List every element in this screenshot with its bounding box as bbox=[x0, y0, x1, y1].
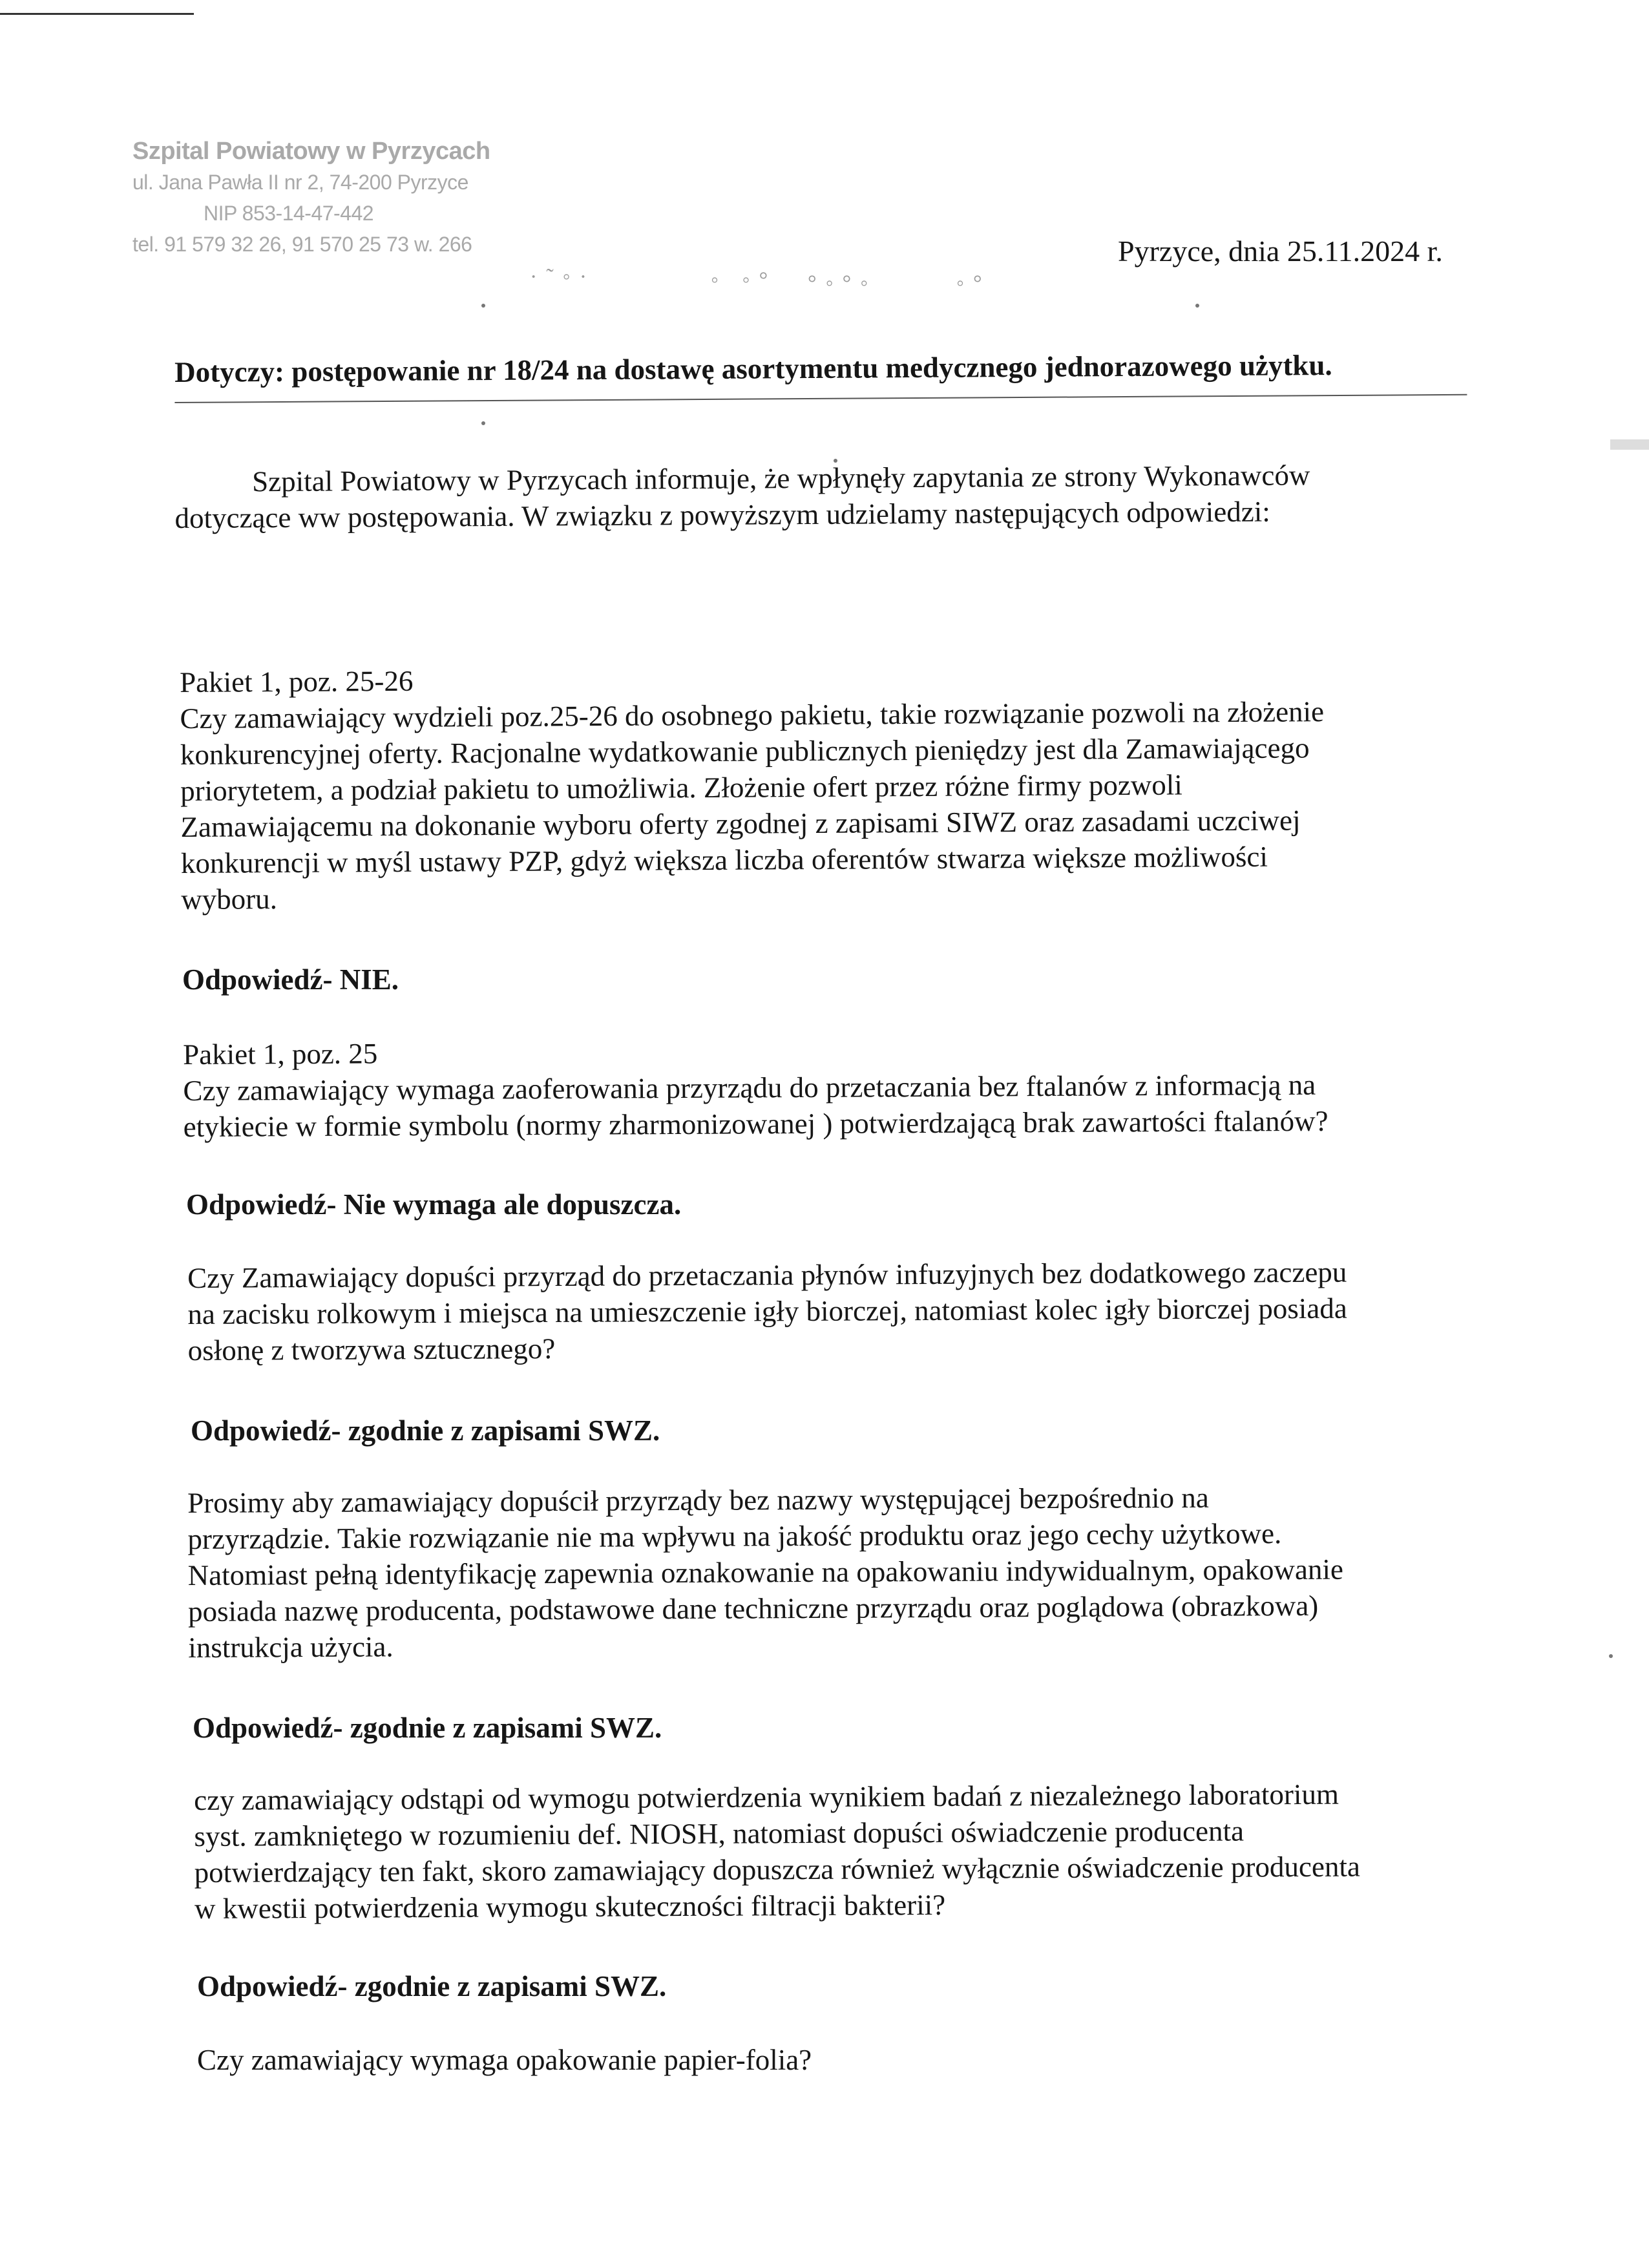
subject-line: Dotyczy: postępowanie nr 18/24 na dostawę asortymentu medycznego jednorazowego użytku. bbox=[174, 348, 1467, 403]
answer-2: Odpowiedź- Nie wymaga ale dopuszcza. bbox=[186, 1188, 682, 1221]
question-line: konkurencji w myśl ustawy PZP, gdyż większa liczba oferentów stwarza większe możliwości bbox=[180, 840, 1268, 879]
question-6 bbox=[197, 2042, 1586, 2078]
question-line: Czy Zamawiający dopuści przyrząd do przetaczania płynów infuzyjnych bez dodatkowego zaczepu bbox=[187, 1255, 1347, 1294]
question-line: Zamawiającemu na dokonanie wyboru oferty zgodnej z zapisami SIWZ oraz zasadami uczciwej bbox=[180, 804, 1301, 843]
scan-dot bbox=[481, 421, 485, 425]
scan-smudge: ◦° bbox=[956, 271, 991, 295]
question-line: na zacisku rolkowym i miejsca na umieszczenie igły biorczej, natomiast kolec igły biorczej posiada bbox=[187, 1292, 1347, 1330]
question-line: czy zamawiający odstąpi od wymogu potwierdzenia wynikiem badań z niezależnego laboratorium bbox=[194, 1778, 1339, 1816]
stamp-line-address: ul. Jana Pawła II nr 2, 74-200 Pyrzyce bbox=[132, 171, 468, 194]
question-5 bbox=[194, 1775, 1584, 1927]
question-4 bbox=[187, 1478, 1577, 1666]
question-line: w kwestii potwierdzenia wymogu skuteczności filtracji bakterii? bbox=[194, 1888, 946, 1925]
question-line: Czy zamawiający wymaga opakowanie papier-folia? bbox=[197, 2044, 812, 2076]
stamp-line-phone: tel. 91 579 32 26, 91 570 25 73 w. 266 bbox=[132, 233, 472, 256]
question-line: Pakiet 1, poz. 25-26 bbox=[180, 664, 414, 698]
answer-1: Odpowiedź- NIE. bbox=[182, 963, 399, 996]
scan-smudge: ◦ ◦° bbox=[711, 268, 777, 292]
question-line: wyboru. bbox=[181, 883, 278, 916]
scan-edge-mark bbox=[1610, 439, 1649, 450]
question-2 bbox=[183, 1029, 1573, 1145]
answer-3: Odpowiedź- zgodnie z zapisami SWZ. bbox=[191, 1414, 660, 1447]
scan-smudge: °◦°◦ bbox=[808, 271, 877, 295]
answer-4: Odpowiedź- zgodnie z zapisami SWZ. bbox=[193, 1712, 662, 1744]
question-line: Czy zamawiający wydzieli poz.25-26 do osobnego pakietu, takie rozwiązanie pozwoli na złożenie bbox=[180, 695, 1325, 735]
intro-paragraph bbox=[174, 456, 1532, 536]
scan-dot bbox=[1609, 1654, 1613, 1658]
question-line: Natomiast pełną identyfikację zapewnia oznakowanie na opakowaniu indywidualnym, opakowanie bbox=[187, 1553, 1344, 1591]
intro-line: dotyczące ww postępowania. W związku z powyższym udzielamy następujących odpowiedzi: bbox=[174, 495, 1270, 534]
scan-dot bbox=[481, 304, 485, 308]
hospital-stamp bbox=[132, 136, 494, 260]
intro-line: Szpital Powiatowy w Pyrzycach informuje, że wpłynęły zapytania ze strony Wykonawców bbox=[252, 459, 1310, 498]
question-line: syst. zamkniętego w rozumieniu def. NIOSH, natomiast dopuści oświadczenie producenta bbox=[194, 1814, 1245, 1853]
question-line: priorytetem, a podział pakietu to umożliwia. Złożenie ofert przez różne firmy pozwoli bbox=[180, 768, 1182, 807]
question-line: konkurencyjnej oferty. Racjonalne wydatkowanie publicznych pieniędzy jest dla Zamawiającego bbox=[180, 731, 1310, 771]
question-line: przyrządzie. Takie rozwiązanie nie ma wpływu na jakość produktu oraz jego cechy użytkowe. bbox=[187, 1517, 1282, 1555]
answer-5: Odpowiedź- zgodnie z zapisami SWZ. bbox=[197, 1970, 667, 2002]
question-line: Czy zamawiający wymaga zaoferowania przyrządu do przetaczania bez ftalanów z informacją na bbox=[183, 1068, 1316, 1107]
question-line: osłonę z tworzywa sztucznego? bbox=[187, 1332, 556, 1367]
scan-smudge: ·˜◦· bbox=[530, 265, 596, 289]
question-line: posiada nazwę producenta, podstawowe dane techniczne przyrządu oraz poglądowa (obrazkowa) bbox=[187, 1589, 1319, 1628]
stamp-line-nip: NIP 853-14-47-442 bbox=[204, 202, 374, 225]
question-3 bbox=[187, 1253, 1577, 1369]
question-line: etykiecie w formie symbolu (normy zharmonizowanej ) potwierdzającą brak zawartości ftalanów? bbox=[183, 1104, 1329, 1143]
document-date: Pyrzyce, dnia 25.11.2024 r. bbox=[1118, 235, 1443, 268]
question-line: instrukcja użycia. bbox=[188, 1630, 394, 1664]
scan-top-rule bbox=[0, 13, 194, 15]
question-line: potwierdzający ten fakt, skoro zamawiający dopuszcza również wyłącznie oświadczenie producenta bbox=[194, 1850, 1360, 1889]
question-1 bbox=[180, 656, 1570, 918]
scan-dot bbox=[1195, 304, 1199, 308]
stamp-line-name: Szpital Powiatowy w Pyrzycach bbox=[132, 138, 490, 165]
question-line: Prosimy aby zamawiający dopuścił przyrządy bez nazwy występującej bezpośrednio na bbox=[187, 1481, 1209, 1519]
question-line: Pakiet 1, poz. 25 bbox=[183, 1037, 378, 1071]
